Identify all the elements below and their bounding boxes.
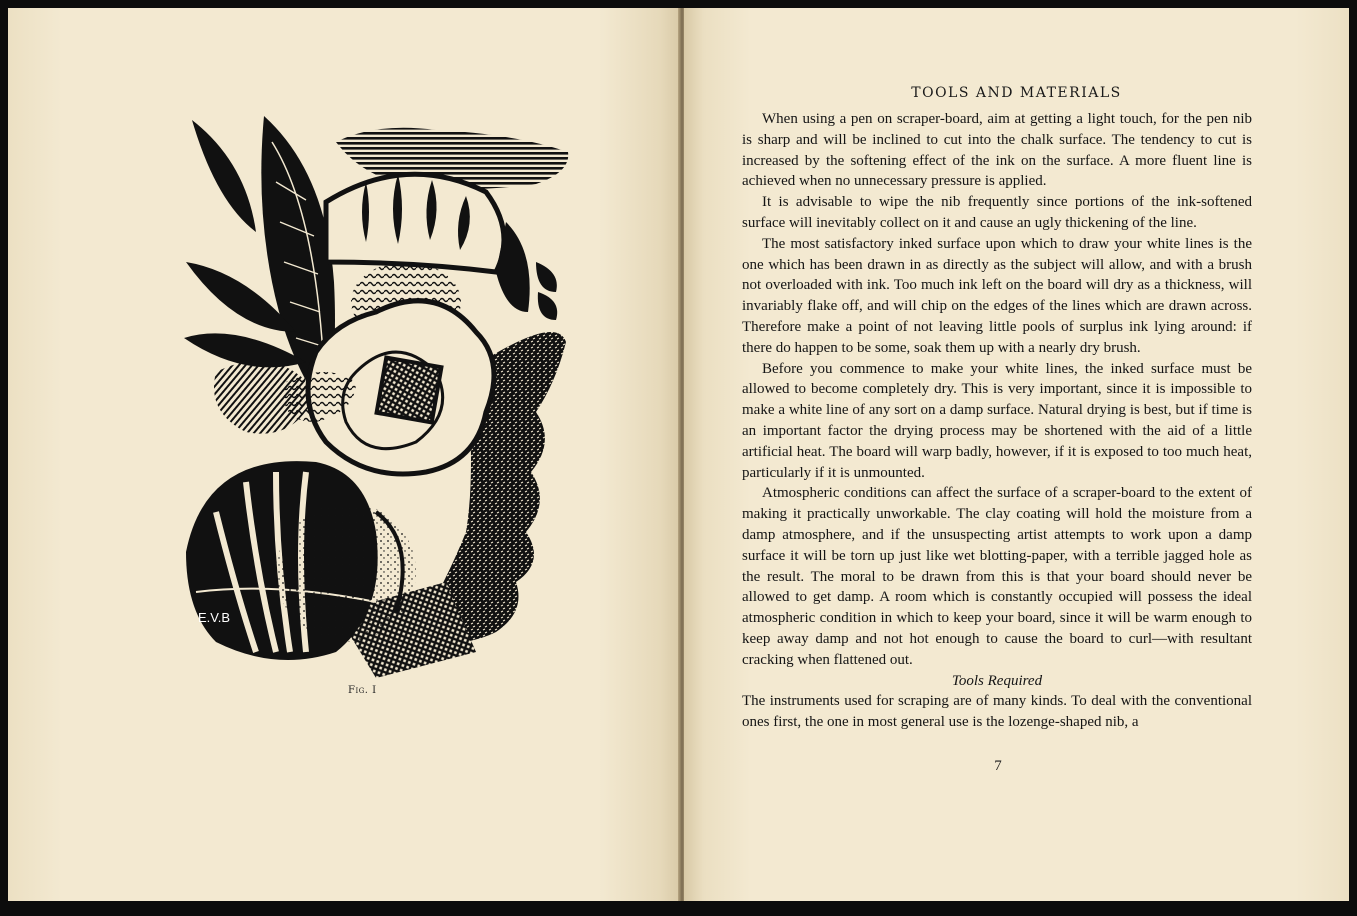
- left-page: [8, 8, 680, 901]
- running-head: TOOLS AND MATERIALS: [911, 85, 1122, 101]
- paragraph-5: Atmospheric conditions can affect the surface of a scraper-board to the extent of making it practically unworkable. The clay coating will hold the moisture from a damp atmosphere, and if the unsuspecting artist attempts to work upon a damp surface it will be torn up just like wet blotting-paper, with a terrible jagged hole as the result. The moral to be drawn from this is that your board should never be allowed to get damp. A room which is constantly occupied will possess the ideal atmospheric condition in which to keep your board, since it will be warm enough to keep away damp and not hot enough to cause the board to curl—with resultant cracking when flattened out.: [742, 485, 1252, 668]
- scraper-board-illustration: [176, 112, 576, 682]
- artist-monogram: E.V.B: [198, 610, 231, 625]
- section-subheading: Tools Required: [951, 672, 1043, 689]
- paragraph-1: When using a pen on scraper-board, aim at getting a light touch, for the pen nib is sharp and will be inclined to cut into the chalk surface. The tendency to cut is increased by the softening effect of the ink on the surface. A more fluent line is achieved when no unnecessary pressure is applied.: [742, 111, 1252, 190]
- paragraph-2: It is advisable to wipe the nib frequently since portions of the ink-softened surface will inevitably collect on it and cause an ugly thickening of the line.: [742, 194, 1252, 231]
- right-page: [684, 8, 1349, 901]
- figure-caption: Fig. I: [348, 685, 377, 696]
- page-number: 7: [994, 758, 1002, 774]
- paragraph-final: The instruments used for scraping are of many kinds. To deal with the conventional ones first, the one in most general use is the lozenge-shaped nib, a: [742, 693, 1252, 731]
- floral-artwork-svg: [176, 112, 576, 682]
- paragraph-4: Before you commence to make your white lines, the inked surface must be allowed to become completely dry. This is very important, since it is impossible to make a white line of any sort on a damp surface. Natural drying is best, but if time is an important factor the drying process may be shortened with the aid of a little artificial heat. The board will warp badly, however, if it is exposed to too much heat, particularly if it is unmounted.: [742, 360, 1252, 481]
- body-text: [742, 109, 1252, 733]
- paragraph-3: The most satisfactory inked surface upon which to draw your white lines is the one which has been drawn in as directly as the subject will allow, and with a brush not overloaded with ink. Too much ink left on the board will dry as a thickness, will invariably flake off, and will chip on the edges of the lines which are drawn across. Therefore make a point of not leaving little pools of surplus ink lying around: if there do happen to be some, soak them up with a nearly dry brush.: [742, 235, 1252, 356]
